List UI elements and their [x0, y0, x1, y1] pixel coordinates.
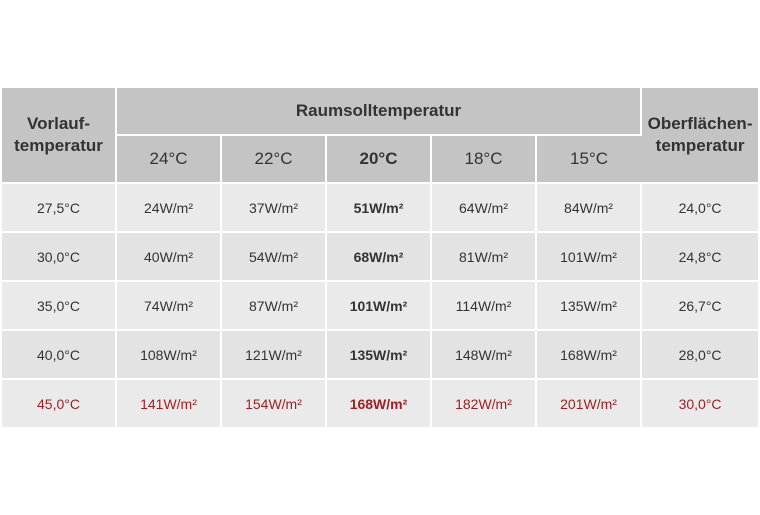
- value-cell: 51W/m²: [326, 183, 431, 232]
- value-cell: 154W/m²: [221, 379, 326, 428]
- vorlauf-cell: 35,0°C: [2, 281, 116, 330]
- value-cell: 40W/m²: [116, 232, 221, 281]
- heating-output-table: [2, 88, 758, 429]
- column-header-15: 15°C: [536, 135, 641, 183]
- oberflaeche-cell: 30,0°C: [641, 379, 758, 428]
- value-cell: 168W/m²: [326, 379, 431, 428]
- raumsolltemperatur-header: Raumsolltemperatur: [116, 88, 641, 135]
- value-cell: 114W/m²: [431, 281, 536, 330]
- value-cell: 64W/m²: [431, 183, 536, 232]
- value-cell: 68W/m²: [326, 232, 431, 281]
- vorlauf-header: [2, 88, 116, 183]
- value-cell: 168W/m²: [536, 330, 641, 379]
- oberflaeche-header-line-2: temperatur: [655, 136, 745, 155]
- value-cell: 81W/m²: [431, 232, 536, 281]
- table-row-highlighted: [2, 379, 758, 428]
- value-cell: 141W/m²: [116, 379, 221, 428]
- value-cell: 24W/m²: [116, 183, 221, 232]
- vorlauf-cell: 30,0°C: [2, 232, 116, 281]
- value-cell: 135W/m²: [536, 281, 641, 330]
- table-row: [2, 330, 758, 379]
- vorlauf-header-line-2: temperatur: [14, 136, 103, 155]
- value-cell: 37W/m²: [221, 183, 326, 232]
- oberflaeche-cell: 26,7°C: [641, 281, 758, 330]
- value-cell: 101W/m²: [326, 281, 431, 330]
- table-row: [2, 183, 758, 232]
- value-cell: 148W/m²: [431, 330, 536, 379]
- value-cell: 74W/m²: [116, 281, 221, 330]
- value-cell: 87W/m²: [221, 281, 326, 330]
- value-cell: 84W/m²: [536, 183, 641, 232]
- oberflaeche-header: [641, 88, 758, 183]
- column-header-24: 24°C: [116, 135, 221, 183]
- value-cell: 182W/m²: [431, 379, 536, 428]
- table-container: [2, 88, 758, 429]
- column-header-22: 22°C: [221, 135, 326, 183]
- table-row: [2, 232, 758, 281]
- oberflaeche-cell: 28,0°C: [641, 330, 758, 379]
- column-header-18: 18°C: [431, 135, 536, 183]
- value-cell: 108W/m²: [116, 330, 221, 379]
- value-cell: 201W/m²: [536, 379, 641, 428]
- oberflaeche-cell: 24,8°C: [641, 232, 758, 281]
- vorlauf-header-line-1: Vorlauf-: [27, 114, 90, 133]
- table-row: [2, 281, 758, 330]
- value-cell: 54W/m²: [221, 232, 326, 281]
- vorlauf-cell: 45,0°C: [2, 379, 116, 428]
- vorlauf-cell: 40,0°C: [2, 330, 116, 379]
- vorlauf-cell: 27,5°C: [2, 183, 116, 232]
- oberflaeche-header-line-1: Oberflächen-: [647, 114, 753, 133]
- value-cell: 135W/m²: [326, 330, 431, 379]
- value-cell: 121W/m²: [221, 330, 326, 379]
- oberflaeche-cell: 24,0°C: [641, 183, 758, 232]
- value-cell: 101W/m²: [536, 232, 641, 281]
- column-header-20: 20°C: [326, 135, 431, 183]
